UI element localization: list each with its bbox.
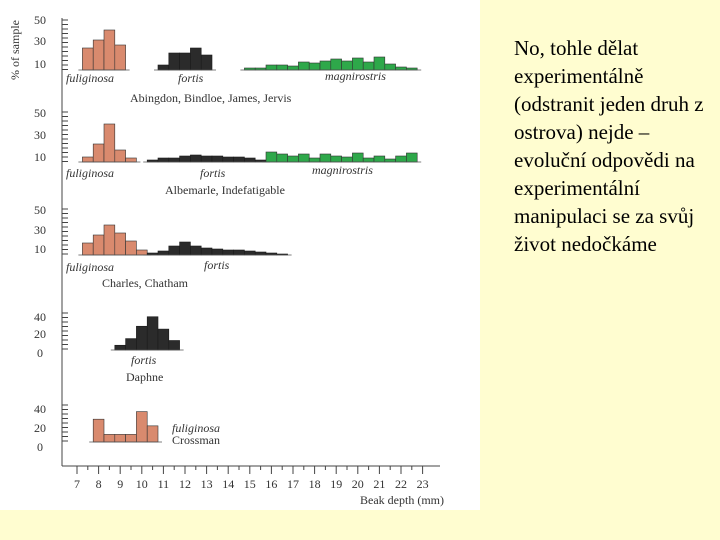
species-label-magnirostris: magnirostris xyxy=(325,69,386,83)
y-tick-label: 40 xyxy=(34,310,46,324)
species-label-magnirostris: magnirostris xyxy=(312,163,373,177)
bar-fortis xyxy=(180,242,191,255)
bar-magnirostris xyxy=(331,156,342,162)
bar-fortis xyxy=(169,158,180,162)
bar-fortis xyxy=(115,345,126,350)
bar-fuliginosa xyxy=(115,150,126,162)
y-tick-label: 50 xyxy=(34,106,46,120)
bar-magnirostris xyxy=(320,154,331,162)
bar-fortis xyxy=(180,53,191,70)
species-label-fortis: fortis xyxy=(200,166,226,180)
bar-fuliginosa xyxy=(126,158,137,162)
bar-magnirostris xyxy=(363,158,374,162)
bar-fortis xyxy=(212,249,223,255)
bar-fuliginosa xyxy=(115,233,126,255)
bar-fortis xyxy=(147,317,158,350)
bar-fortis xyxy=(223,157,234,162)
bar-magnirostris xyxy=(288,66,299,70)
bar-magnirostris xyxy=(396,156,407,162)
island-label: Daphne xyxy=(126,370,164,384)
bar-fortis xyxy=(158,65,169,70)
bar-magnirostris xyxy=(342,157,353,162)
bar-magnirostris xyxy=(277,65,288,70)
x-tick-label: 12 xyxy=(179,477,191,491)
y-tick-label: 10 xyxy=(34,57,46,71)
x-tick-label: 18 xyxy=(308,477,321,491)
bar-fortis xyxy=(190,155,201,162)
bar-fuliginosa xyxy=(93,144,104,162)
bar-fortis xyxy=(244,251,255,255)
y-tick-label: 30 xyxy=(34,34,46,48)
y-tick-label: 10 xyxy=(34,150,46,164)
x-tick-label: 17 xyxy=(287,477,299,491)
x-tick-label: 19 xyxy=(330,477,343,491)
bar-fortis xyxy=(201,55,212,70)
bar-fortis xyxy=(190,246,201,255)
bar-fortis xyxy=(158,329,169,350)
y-tick-label: 10 xyxy=(34,242,46,256)
bar-fortis xyxy=(126,339,137,350)
bar-fuliginosa xyxy=(126,241,137,255)
bar-magnirostris xyxy=(396,67,407,70)
bar-magnirostris xyxy=(309,158,320,162)
bar-magnirostris xyxy=(288,156,299,162)
bar-fortis xyxy=(212,156,223,162)
y-tick-label: 0 xyxy=(37,440,43,454)
bar-fortis xyxy=(180,156,191,162)
bar-fortis xyxy=(234,157,245,162)
bar-fuliginosa xyxy=(82,243,93,255)
island-label: Charles, Chatham xyxy=(102,276,188,290)
y-tick-label: 0 xyxy=(37,346,43,360)
bar-fuliginosa xyxy=(126,434,137,442)
slide-text: No, tohle dělat experimentálně (odstranit jeden druh z ostrova) nejde – evoluční odpovědi na experimentální manipulaci se za svůj život nedočkáme xyxy=(514,36,704,256)
bar-fortis xyxy=(136,326,147,350)
bar-fortis xyxy=(158,158,169,162)
bar-magnirostris xyxy=(406,153,417,162)
bar-fuliginosa xyxy=(115,434,126,442)
bar-fuliginosa xyxy=(115,45,126,70)
bar-magnirostris xyxy=(298,62,309,70)
bar-fortis xyxy=(255,252,266,255)
bar-fuliginosa xyxy=(147,426,158,442)
bar-fuliginosa xyxy=(104,124,115,162)
species-label-fuliginosa: fuliginosa xyxy=(66,166,115,180)
x-tick-label: 15 xyxy=(243,477,256,491)
bar-magnirostris xyxy=(385,159,396,162)
x-tick-label: 11 xyxy=(157,477,170,491)
species-label-fortis: fortis xyxy=(204,258,230,272)
bar-magnirostris xyxy=(277,154,288,162)
x-tick-label: 21 xyxy=(373,477,386,491)
bar-fuliginosa xyxy=(104,434,115,442)
x-tick-label: 23 xyxy=(416,477,429,491)
bar-fortis xyxy=(158,251,169,255)
y-tick-label: 20 xyxy=(34,421,46,435)
bar-fortis xyxy=(201,156,212,162)
x-tick-label: 20 xyxy=(351,477,364,491)
bar-fuliginosa xyxy=(82,157,93,162)
x-tick-label: 16 xyxy=(265,477,278,491)
bar-fuliginosa xyxy=(104,225,115,255)
island-label: Albemarle, Indefatigable xyxy=(165,183,285,197)
bar-fortis xyxy=(169,53,180,70)
species-label-fuliginosa: fuliginosa xyxy=(172,421,221,435)
y-axis-label: % of sample xyxy=(8,20,22,80)
island-label: Abingdon, Bindloe, James, Jervis xyxy=(130,91,292,105)
y-tick-label: 20 xyxy=(34,327,46,341)
bar-fuliginosa xyxy=(93,40,104,70)
species-label-fuliginosa: fuliginosa xyxy=(66,260,115,274)
bar-fortis xyxy=(190,48,201,70)
species-label-fortis: fortis xyxy=(178,71,204,85)
y-tick-label: 30 xyxy=(34,223,46,237)
island-label: Crossman xyxy=(172,433,220,447)
species-label-fortis: fortis xyxy=(131,353,157,367)
bar-fortis xyxy=(169,246,180,255)
bar-fuliginosa xyxy=(104,30,115,70)
bar-magnirostris xyxy=(298,154,309,162)
x-tick-label: 7 xyxy=(74,477,80,491)
bar-fortis xyxy=(223,250,234,255)
x-tick-label: 14 xyxy=(222,477,235,491)
bar-fortis xyxy=(234,250,245,255)
bar-fuliginosa xyxy=(136,250,147,255)
bar-fuliginosa xyxy=(93,235,104,255)
bar-magnirostris xyxy=(266,152,277,162)
x-tick-label: 10 xyxy=(135,477,148,491)
bar-magnirostris xyxy=(374,156,385,162)
y-tick-label: 40 xyxy=(34,402,46,416)
bar-fuliginosa xyxy=(136,412,147,442)
x-tick-label: 8 xyxy=(95,477,102,491)
bar-fortis xyxy=(201,248,212,255)
bar-magnirostris xyxy=(385,64,396,70)
x-tick-label: 22 xyxy=(395,477,407,491)
bar-fortis xyxy=(169,341,180,351)
y-tick-label: 30 xyxy=(34,128,46,142)
bar-fuliginosa xyxy=(82,48,93,70)
x-axis-label: Beak depth (mm) xyxy=(360,493,444,507)
x-tick-label: 9 xyxy=(117,477,124,491)
species-label-fuliginosa: fuliginosa xyxy=(66,71,115,85)
y-tick-label: 50 xyxy=(34,13,46,27)
bar-magnirostris xyxy=(309,63,320,70)
bar-magnirostris xyxy=(352,153,363,162)
bar-fortis xyxy=(244,158,255,162)
x-tick-label: 13 xyxy=(200,477,213,491)
bar-fuliginosa xyxy=(93,419,104,442)
bar-magnirostris xyxy=(266,65,277,70)
y-tick-label: 50 xyxy=(34,203,46,217)
